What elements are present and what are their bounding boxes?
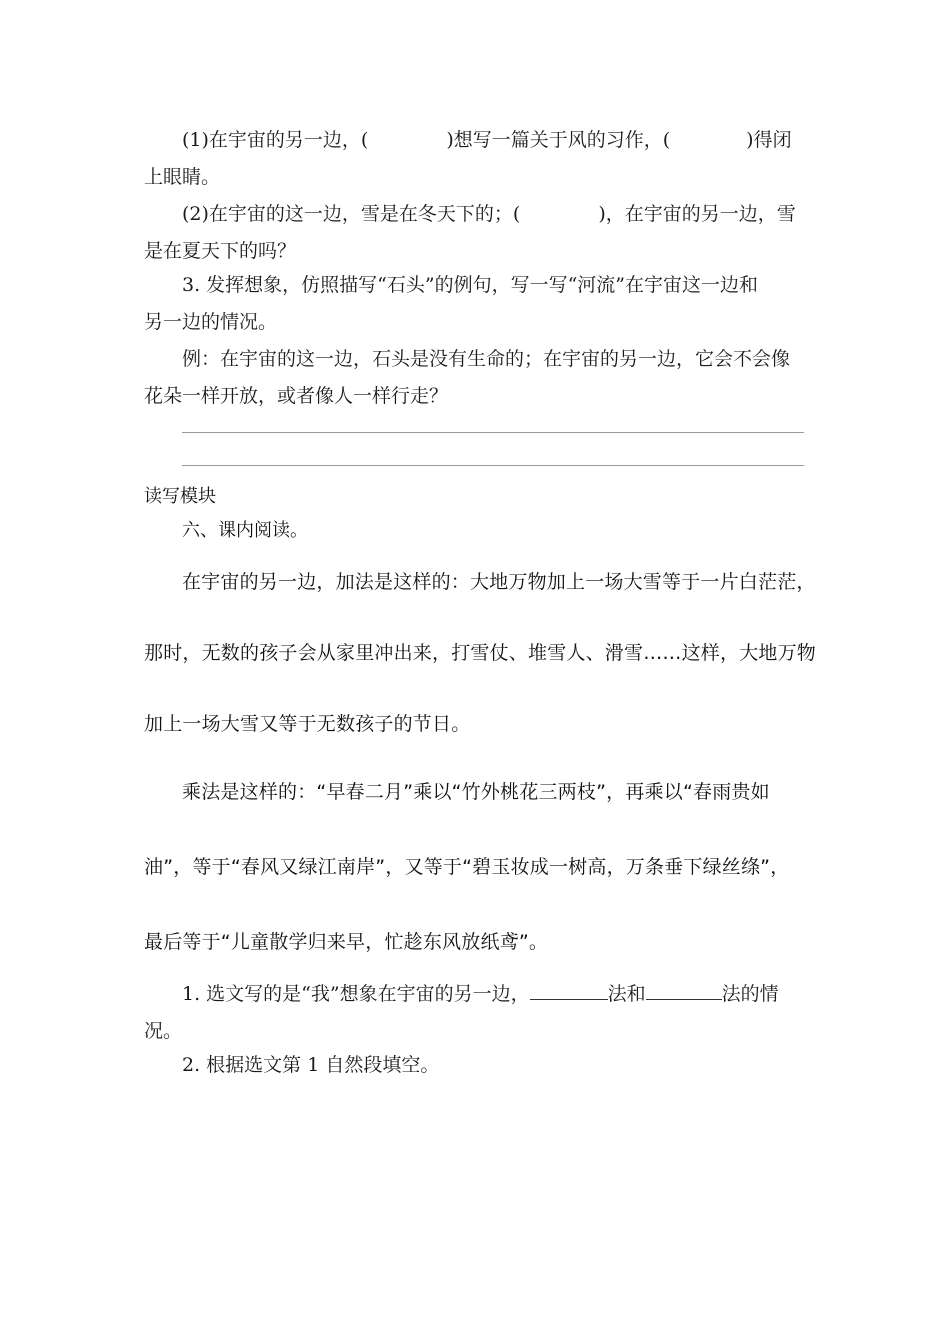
passage-p2-line2: 油”，等于“春风又绿江南岸”，又等于“碧玉妆成一树高，万条垂下绿丝绦”， bbox=[144, 856, 790, 878]
section-six-title: 六、课内阅读。 bbox=[182, 520, 308, 541]
question-sub2-suffix: )，在宇宙的另一边，雪 bbox=[598, 203, 796, 225]
question-3-line1: 3. 发挥想象，仿照描写“石头”的例句，写一写“河流”在宇宙这一边和 bbox=[182, 274, 759, 296]
example-line1: 例：在宇宙的这一边，石头是没有生命的；在宇宙的另一边，它会不会像 bbox=[182, 348, 791, 370]
passage-p2-line3: 最后等于“儿童散学归来早，忙趁东风放纸鸢”。 bbox=[144, 931, 549, 953]
subquestion-2: 2. 根据选文第 1 自然段填空。 bbox=[182, 1054, 440, 1076]
subquestion-1-prefix: 1. 选文写的是“我”想象在宇宙的另一边， bbox=[182, 983, 530, 1005]
subquestion-1-line1 bbox=[182, 979, 850, 1006]
question-sub2-line2: 是在夏天下的吗？ bbox=[144, 240, 297, 262]
module-title: 读写模块 bbox=[144, 486, 216, 507]
answer-blank-sq1b[interactable] bbox=[646, 981, 722, 1000]
question-sub1-suffix: )得闭 bbox=[746, 129, 792, 151]
question-sub1-mid: )想写一篇关于风的习作，( bbox=[446, 129, 671, 151]
passage-p2-line1: 乘法是这样的：“早春二月”乘以“竹外桃花三两枝”，再乘以“春雨贵如 bbox=[182, 781, 770, 803]
question-sub2-prefix: (2)在宇宙的这一边，雪是在冬天下的；( bbox=[182, 203, 521, 225]
subquestion-1-mid: 法和 bbox=[607, 983, 646, 1005]
example-line2: 花朵一样开放，或者像人一样行走？ bbox=[144, 385, 449, 407]
question-sub1-prefix: (1)在宇宙的另一边，( bbox=[182, 129, 369, 151]
answer-writing-line-1[interactable] bbox=[182, 432, 804, 433]
answer-blank-sq1a[interactable] bbox=[530, 981, 608, 1000]
passage-p1-line2: 那时，无数的孩子会从家里冲出来，打雪仗、堆雪人、滑雪……这样，大地万物 bbox=[144, 642, 817, 664]
question-sub1-line2: 上眼睛。 bbox=[144, 166, 221, 188]
passage-p1-line1: 在宇宙的另一边，加法是这样的：大地万物加上一场大雪等于一片白茫茫， bbox=[182, 571, 816, 593]
answer-writing-line-2[interactable] bbox=[182, 465, 804, 466]
question-sub2-line1 bbox=[182, 199, 850, 226]
question-3-line2: 另一边的情况。 bbox=[144, 311, 278, 333]
question-sub1-line1 bbox=[182, 125, 850, 152]
subquestion-1-line2: 况。 bbox=[144, 1020, 183, 1042]
subquestion-1-suffix: 法的情 bbox=[721, 983, 779, 1005]
passage-p1-line3: 加上一场大雪又等于无数孩子的节日。 bbox=[144, 713, 471, 735]
